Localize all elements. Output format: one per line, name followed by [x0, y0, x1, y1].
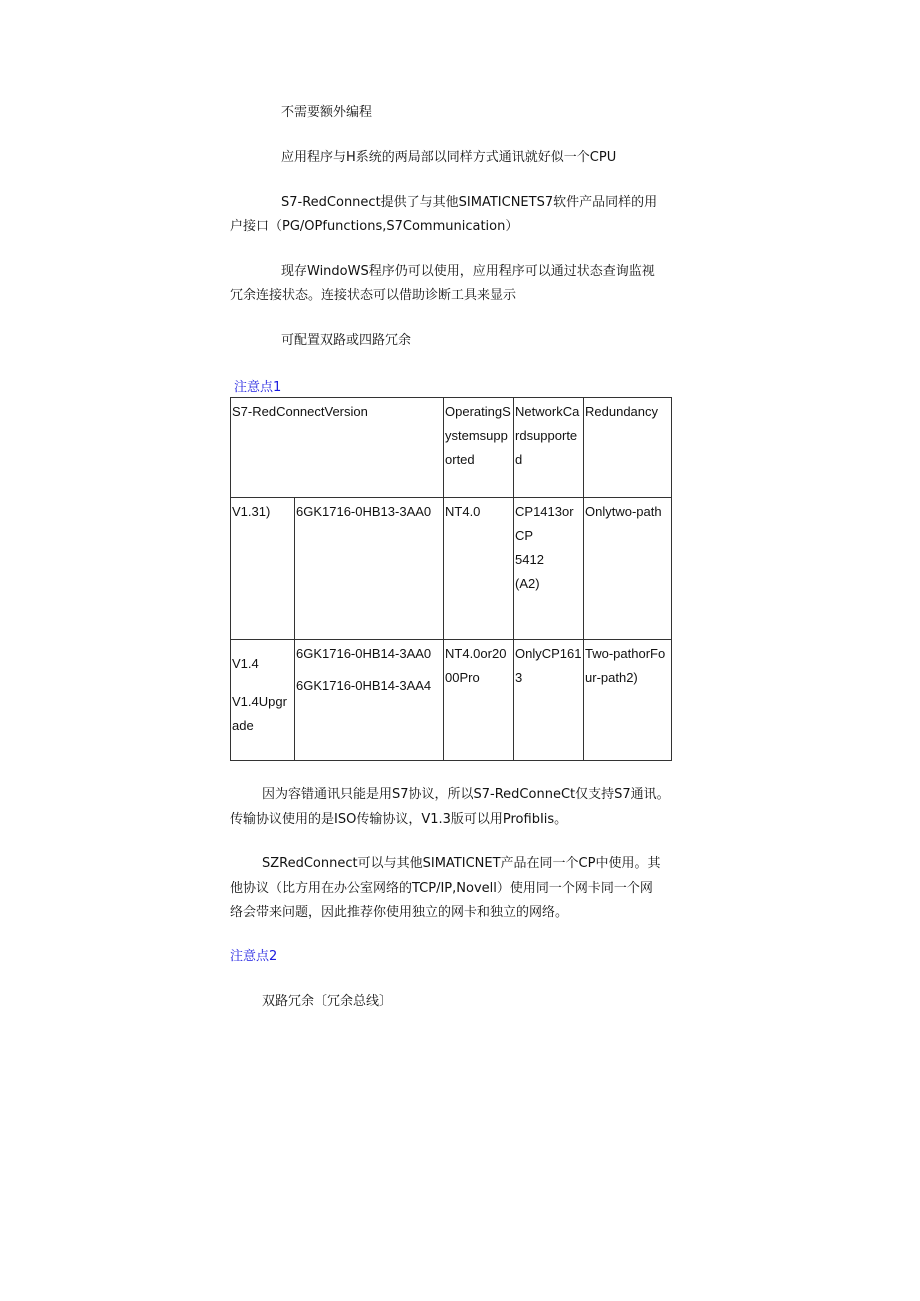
paragraph-windows-programs-line2: 冗余连接状态。连接状态可以借助诊断工具来显示 — [230, 288, 517, 303]
table-row — [231, 498, 672, 640]
version-compatibility-table — [230, 397, 672, 761]
header-operating-system: OperatingSystemsupported — [444, 398, 514, 498]
cell-operating-system: NT4.0 — [444, 498, 514, 640]
card-line: CP — [515, 528, 534, 543]
cell-network-card: OnlyCP1613 — [514, 640, 584, 761]
paragraph-shared-cp-line1: SZRedConnect可以与其他SIMATICNET产品在同一个CP中使用。其 — [262, 856, 661, 871]
header-version: S7-RedConnectVersion — [231, 398, 444, 498]
header-redundancy: Redundancy — [584, 398, 672, 498]
cell-order-number: 6GK1716-0HB13-3AA0 — [295, 498, 444, 640]
order-number-a: 6GK1716-0HB14-3AA0 — [296, 646, 432, 661]
table-row — [231, 640, 672, 761]
note-heading-2: 注意点2 — [230, 949, 278, 964]
cell-order-number — [295, 640, 444, 761]
version-v14-upgrade: V1.4Upgrade — [232, 694, 287, 733]
paragraph-shared-cp-line2: 他协议（比方用在办公室网络的TCP/IP,Novell）使用同一个网卡同一个网 — [230, 881, 653, 896]
cell-network-card — [514, 498, 584, 640]
paragraph-application-like-one-cpu: 应用程序与H系统的两局部以同样方式通讯就好似一个CPU — [281, 150, 617, 165]
cell-operating-system: NT4.0or2000Pro — [444, 640, 514, 761]
paragraph-same-user-interface-line2: 户接口（PG/OPfunctions,S7Communication） — [230, 219, 519, 234]
order-number-b: 6GK1716-0HB14-3AA4 — [296, 678, 432, 693]
cell-redundancy: Two-pathorFour-path2) — [584, 640, 672, 761]
card-line: 5412 — [515, 552, 544, 567]
paragraph-two-path-redundancy: 双路冗余〔冗余总线〕 — [262, 994, 393, 1009]
paragraph-shared-cp-line3: 络会带来问题，因此推荐你使用独立的网卡和独立的网络。 — [230, 905, 569, 920]
header-network-card: NetworkCardsupported — [514, 398, 584, 498]
paragraph-no-extra-programming: 不需要额外编程 — [281, 105, 373, 120]
table-header-row — [231, 398, 672, 498]
card-line: (A2) — [515, 576, 540, 591]
paragraph-same-user-interface-line1: S7-RedConnect提供了与其他SIMATICNETS7软件产品同样的用 — [281, 195, 658, 210]
card-line: CP1413or — [515, 504, 574, 519]
cell-version: V1.31) — [231, 498, 295, 640]
paragraph-s7-protocol-only-line1: 因为容错通讯只能是用S7协议，所以S7-RedConneCt仅支持S7通讯。 — [262, 787, 670, 802]
cell-redundancy: Onlytwo-path — [584, 498, 672, 640]
note-heading-1: 注意点1 — [234, 380, 282, 395]
cell-version — [231, 640, 295, 761]
paragraph-two-or-four-path: 可配置双路或四路冗余 — [281, 333, 412, 348]
paragraph-s7-protocol-only-line2: 传输协议使用的是ISO传输协议，V1.3版可以用ProfibIis。 — [230, 812, 568, 827]
version-v14: V1.4 — [232, 656, 259, 671]
paragraph-windows-programs-line1: 现存WindoWS程序仍可以使用，应用程序可以通过状态查询监视 — [281, 264, 655, 279]
